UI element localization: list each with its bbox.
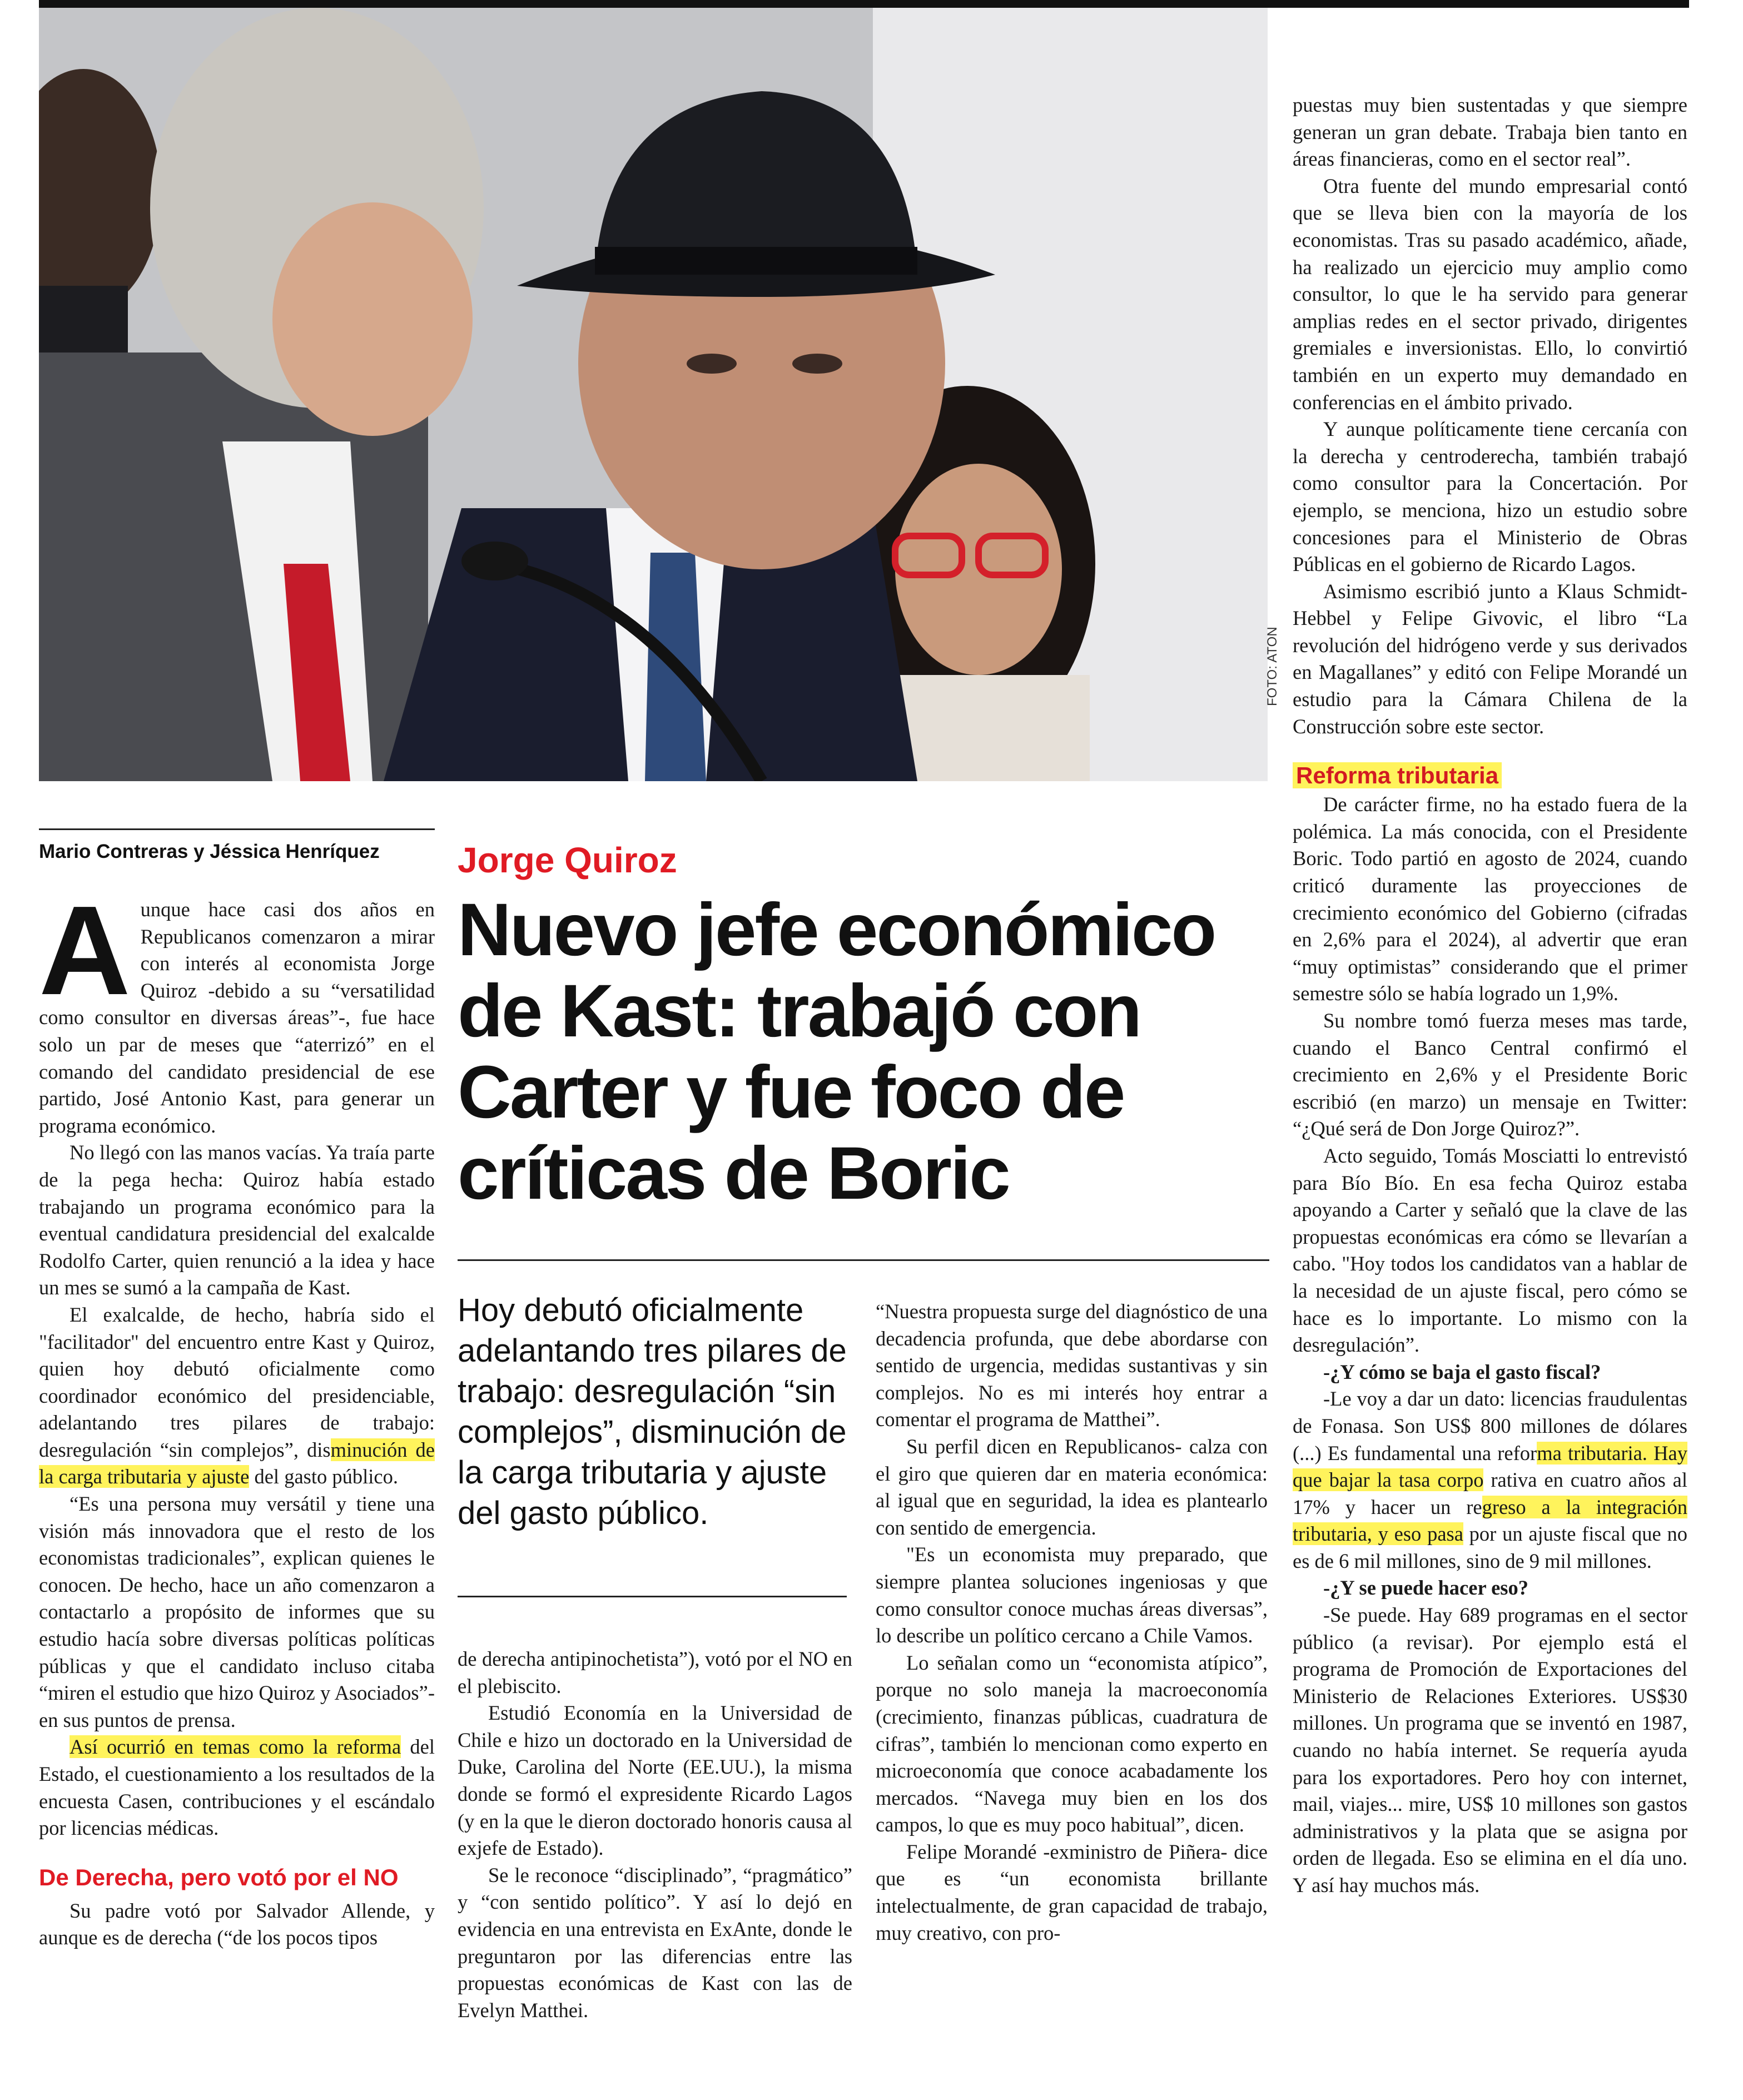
dek: Hoy debutó oficialmente adelantando tres pilares de trabajo: desregulación “sin complejos”, disminución de la carga tributaria y ajuste del gasto público. [458, 1292, 847, 1531]
byline-rule [39, 828, 435, 830]
photo-illustration [39, 8, 1268, 781]
drop-cap: A [39, 880, 131, 1021]
paragraph: Acto seguido, Tomás Mosciatti lo entrevistó para Bío Bío. En esa fecha Quiroz estaba apoyando a Carter y señaló que la clave de las propuestas económicas era cómo se llevarían a cabo. "Hoy todos los candidatos van a hablar de la necesidad de un ajuste fiscal, pero cómo se hace es lo importante. Lo mismo con la desregulación”. [1293, 1144, 1687, 1357]
headline-rule [458, 1259, 1269, 1261]
column-2 [458, 1646, 852, 2024]
paragraph: Lo señalan como un “economista atípico”, porque no solo maneja la macroeconomía (crecimiento, finanzas públicas, cuadratura de cifras”, también lo mencionan como experto en microeconomía que conoce acabadamente los mercados. “Navega muy bien en los dos campos, lo que es muy poco habitual”, dicen. [876, 1651, 1268, 1836]
text-run: del gasto público. [249, 1465, 398, 1488]
paragraph: de derecha antipinochetista”), votó por el NO en el plebiscito. [458, 1647, 852, 1697]
paragraph: -Se puede. Hay 689 programas en el sector público (a revisar). Por ejemplo está el programa de Promoción de Exportaciones del Ministerio de Relaciones Exteriores. US$30 millones. Un programa que se inventó en 1987, cuando no había internet. Se requería ayuda para los exportadores. Pero hoy con internet, mail, viajes... mire, US$ 10 millones son gastos administrativos y la plata que se asigna por orden de llegada. Eso se elimina en el día uno. Y así hay muchos más. [1293, 1603, 1687, 1897]
paragraph: Su perfil dicen en Republicanos- calza con el giro que quieren dar en materia económica: al igual que en seguridad, la idea es plantearlo con sentido de emergencia. [876, 1434, 1268, 1539]
paragraph: Su nombre tomó fuerza meses mas tarde, cuando el Banco Central confirmó el crecimiento en 2,6% y el Presidente Boric escribió (en marzo) un mensaje en Twitter: “¿Qué será de Don Jorge Quiroz?”. [1293, 1009, 1687, 1140]
dek-rule [458, 1596, 847, 1597]
paragraph [1293, 1386, 1687, 1575]
text-run: por un ajuste fiscal que no es de 6 mil millones, sino de 9 mil millones. [1293, 1522, 1687, 1572]
paragraph: unque hace casi dos años en Republicanos comenzaron a mirar con interés al economista Jorge Quiroz -debido a su “versatilidad como consultor en diversas áreas”-, fue hace solo un par de meses que “aterrizó” en el comando del candidato presidencial de ese partido, José Antonio Kast, para generar un programa económico. [39, 898, 435, 1137]
column-3 [876, 1298, 1268, 1947]
interview-question: -¿Y se puede hacer eso? [1323, 1576, 1529, 1600]
text-run: del Estado, el cuestionamiento a los resultados de la encuesta Casen, contribuciones y el escándalo por licencias médicas. [39, 1735, 435, 1840]
paragraph: No llegó con las manos vacías. Ya traía parte de la pega hecha: Quiroz había estado trabajando un programa económico para la eventual candidatura presidencial del exalcalde Rodolfo Carter, quien renunció a la idea y hace un mes se sumó a la campaña de Kast. [39, 1141, 435, 1299]
highlighted-text: greso a la integración tributaria, y eso pasa [1293, 1495, 1687, 1546]
paragraph [39, 1734, 435, 1841]
paragraph: “Es una persona muy versátil y tiene una visión más innovadora que el resto de los economistas tradicionales”, explican quienes le conocen. De hecho, hace un año comenzaron a contactarlo a propósito de informes que su estudio hacía sobre diversas políticas políticas públicas y que el candidato incluso citaba “miren el estudio que hizo Quiroz y Asociados”- en sus puntos de prensa. [39, 1492, 435, 1731]
paragraph: Y aunque políticamente tiene cercanía con la derecha y centroderecha, también trabajó como consultor para la Concertación. Por ejemplo, se menciona, hizo un estudio sobre concesiones para el Ministerio de Obras Públicas en el gobierno de Ricardo Lagos. [1293, 418, 1687, 576]
paragraph: Asimismo escribió junto a Klaus Schmidt-Hebbel y Felipe Givovic, el libro “La revolución del hidrógeno verde y sus derivados en Magallanes” y editó con Felipe Morandé un estudio para la Cámara Chilena de la Construcción sobre este sector. [1293, 579, 1687, 738]
column-1 [39, 880, 435, 1952]
subheading: Reforma tributaria [1293, 762, 1502, 788]
text-run: El exalcalde, de hecho, habría sido el "facilitador" del encuentro entre Kast y Quiroz, quien hoy debutó oficialmente como coordinador económico del presidenciable, adelantando tres pilares de trabajo: desregulación “sin complejos”, dis [39, 1303, 435, 1461]
byline: Mario Contreras y Jéssica Henríquez [39, 841, 380, 862]
text-run: -Le voy a dar un dato: licencias fraudulentas de Fonasa. Son US$ 800 millones de dólares (...) Es fundamental una refor [1293, 1387, 1687, 1464]
highlighted-text: minución de la carga tributaria y ajuste [39, 1438, 435, 1488]
highlighted-text: ma tributaria. Hay que bajar la tasa corpo [1293, 1441, 1687, 1492]
kicker: Jorge Quiroz [458, 840, 677, 880]
paragraph: Otra fuente del mundo empresarial contó que se lleva bien con la mayoría de los economistas. Tras su pasado académico, añade, ha realizado un ejercicio muy amplio como consultor, lo que le ha servido para generar amplias redes en el sector privado, dirigentes gremiales e inversionistas. Ello, lo convirtió también en un experto muy demandado en conferencias en el ámbito privado. [1293, 174, 1687, 414]
top-rule [39, 0, 1689, 8]
highlighted-text: Así ocurrió en temas como la reforma [69, 1735, 401, 1759]
paragraph: “Nuestra propuesta surge del diagnóstico de una decadencia profunda, que debe abordarse con sentido de urgencia, medidas sustantivas y sin complejos. No es mi interés hoy entrar a comentar el programa de Matthei”. [876, 1300, 1268, 1431]
paragraph: Estudió Economía en la Universidad de Chile e hizo un doctorado en la Universidad de Duke, Carolina del Norte (EE.UU.), la misma donde se formó el expresidente Ricardo Lagos (y en la que le dieron doctorado honoris causa al exjefe de Estado). [458, 1701, 852, 1860]
column-4 [1293, 92, 1687, 1899]
photo-credit: FOTO: ATON [1265, 627, 1280, 706]
article-photo [39, 8, 1268, 781]
subheading: De Derecha, pero votó por el NO [39, 1864, 399, 1890]
paragraph: Su padre votó por Salvador Allende, y aunque es de derecha (“de los pocos tipos [39, 1899, 435, 1949]
headline: Nuevo jefe económico de Kast: trabajó con Carter y fue foco de críticas de Boric [458, 888, 1215, 1215]
paragraph: Felipe Morandé -exministro de Piñera- dice que es “un economista brillante intelectualmente, de gran capacidad de trabajo, muy creativo, con pro- [876, 1840, 1268, 1944]
paragraph [39, 1302, 435, 1491]
interview-question: -¿Y cómo se baja el gasto fiscal? [1323, 1360, 1601, 1383]
paragraph: Se le reconoce “disciplinado”, “pragmático” y “con sentido político”. Y así lo dejó en evidencia en una entrevista en ExAnte, donde le preguntaron por las diferencias entre las propuestas económicas de Kast con las de Evelyn Matthei. [458, 1863, 852, 2022]
text-run: rativa en cuatro años al 17% y hacer un re [1293, 1468, 1688, 1518]
paragraph: De carácter firme, no ha estado fuera de la polémica. La más conocida, con el Presidente Boric. Todo partió en agosto de 2024, cuando criticó duramente las proyecciones de crecimiento económico del Gobierno (cifradas en 2,6% para el 2024), al advertir que eran “muy optimistas” considerando que el primer semestre sólo se había logrado un 1,9%. [1293, 793, 1687, 1005]
paragraph: puestas muy bien sustentadas y que siempre generan un gran debate. Trabaja bien tanto en áreas financieras, como en el sector real”. [1293, 93, 1687, 171]
paragraph: "Es un economista muy preparado, que siempre plantea soluciones ingeniosas y que como consultor conoce muchas áreas diversas”, lo describe un político cercano a Chile Vamos. [876, 1543, 1268, 1647]
